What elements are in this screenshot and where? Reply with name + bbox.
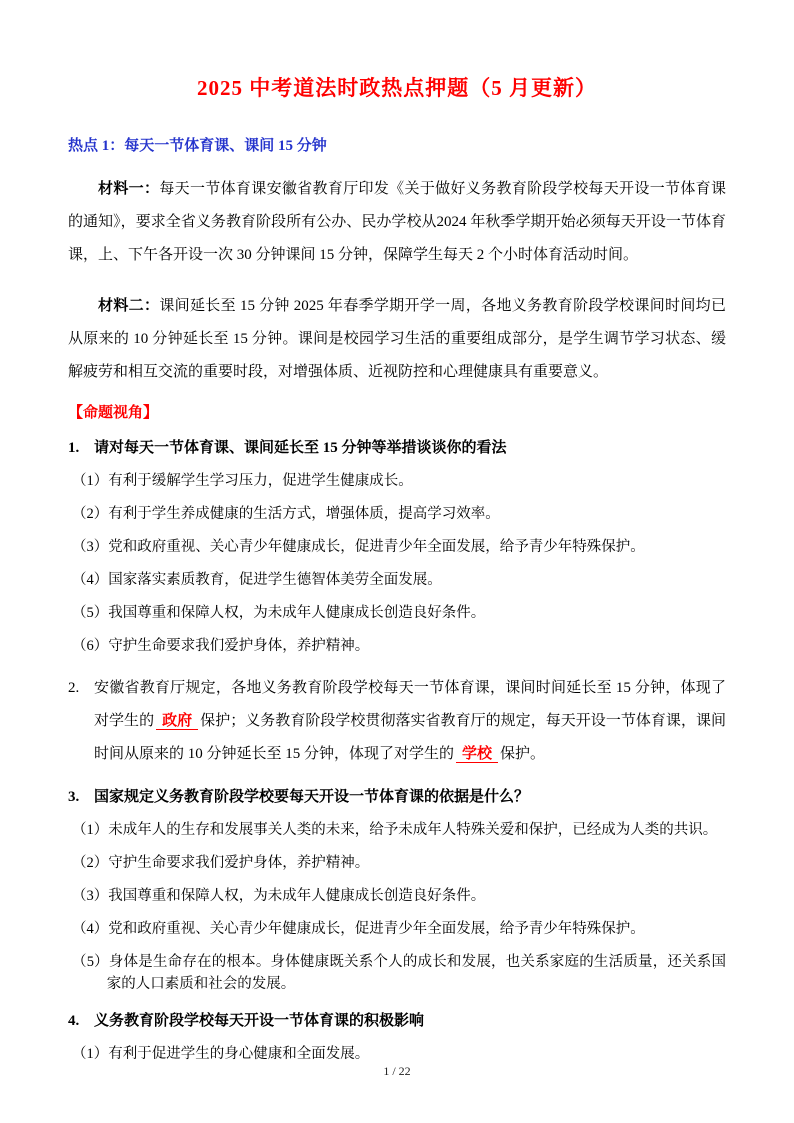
q1-point-5: （5）我国尊重和保障人权，为未成年人健康成长创造良好条件。 [72, 605, 486, 621]
material-1-paragraph [68, 173, 726, 272]
question-3-points [68, 819, 726, 995]
fill-blank-school: 学校 [456, 746, 498, 763]
topic-heading: 热点 1：每天一节体育课、课间 15 分钟 [68, 138, 327, 154]
q1-point-2: （2）有利于学生养成健康的生活方式，增强体质，提高学习效率。 [72, 506, 500, 522]
q1-point-4: （4）国家落实素质教育，促进学生德智体美劳全面发展。 [72, 572, 442, 588]
document-title: 2025 中考道法时政热点押题（5 月更新） [197, 76, 597, 100]
question-1-points [68, 470, 726, 657]
q3-point-1: （1）未成年人的生存和发展事关人类的未来，给予未成年人特殊关爱和保护，已经成为人类的共识。 [72, 822, 718, 838]
question-1-title: 请对每天一节体育课、课间延长至 15 分钟等举措谈谈你的看法 [94, 440, 507, 456]
q2-text-part-2: 保护；义务教育阶段学校贯彻落实省教育厅的规定，每天开设一节体育课，课间时间从原来的 10 分钟延长至 15 分钟，体现了对学生的 [94, 713, 726, 762]
question-2 [68, 672, 726, 771]
page-number: 1 / 22 [383, 1064, 411, 1078]
section-label: 【命题视角】 [68, 405, 159, 421]
question-3-number: 3. [68, 789, 80, 805]
question-2-number: 2. [68, 680, 80, 696]
question-4-heading [68, 1010, 726, 1032]
question-3-heading [68, 786, 726, 808]
q3-point-4: （4）党和政府重视、关心青少年健康成长，促进青少年全面发展，给予青少年特殊保护。 [72, 921, 645, 937]
question-1-number: 1. [68, 440, 80, 456]
q3-point-2: （2）守护生命要求我们爱护身体，养护精神。 [72, 855, 370, 871]
question-3-title: 国家规定义务教育阶段学校要每天开设一节体育课的依据是什么？ [94, 789, 530, 805]
question-4 [68, 1010, 726, 1065]
q1-point-3: （3）党和政府重视、关心青少年健康成长，促进青少年全面发展，给予青少年特殊保护。 [72, 539, 645, 555]
material-1-label: 材料一： [98, 181, 160, 197]
question-1 [68, 437, 726, 657]
q1-point-1: （1）有利于缓解学生学习压力，促进学生健康成长。 [72, 473, 413, 489]
question-3 [68, 786, 726, 995]
question-4-number: 4. [68, 1013, 80, 1029]
question-2-body [94, 672, 726, 771]
material-1-text: 每天一节体育课安徽省教育厅印发《关于做好义务教育阶段学校每天开设一节体育课的通知》，要求全省义务教育阶段所有公办、民办学校从2024 年秋季学期开始必须每天开设一节体育课，上、下午各开设一次 30 分钟课间 15 分钟，保障学生每天 2 个小时体育活动时间。 [68, 181, 726, 263]
material-2-paragraph [68, 290, 726, 389]
material-2-label: 材料二： [98, 298, 160, 314]
q3-point-3: （3）我国尊重和保障人权，为未成年人健康成长创造良好条件。 [72, 888, 486, 904]
q2-text-part-1: 安徽省教育厅规定，各地义务教育阶段学校每天一节体育课，课间时间延长至 15 分钟，体现了对学生的 [94, 680, 726, 729]
question-1-heading [68, 437, 726, 459]
q2-text-part-3: 保护。 [500, 746, 546, 762]
question-4-title: 义务教育阶段学校每天开设一节体育课的积极影响 [94, 1013, 425, 1029]
q3-point-5: （5）身体是生命存在的根本。身体健康既关系个人的成长和发展，也关系家庭的生活质量，还关系国家的人口素质和社会的发展。 [72, 954, 726, 992]
q4-point-1: （1）有利于促进学生的身心健康和全面发展。 [72, 1046, 370, 1062]
question-4-points [68, 1043, 726, 1065]
material-2-text: 课间延长至 15 分钟 2025 年春季学期开学一周，各地义务教育阶段学校课间时间均已从原来的 10 分钟延长至 15 分钟。课间是校园学习生活的重要组成部分，是学生调节学习状态、缓解疲劳和相互交流的重要时段，对增强体质、近视防控和心理健康具有重要意义。 [68, 298, 726, 380]
fill-blank-government: 政府 [156, 713, 198, 730]
q1-point-6: （6）守护生命要求我们爱护身体，养护精神。 [72, 638, 370, 654]
